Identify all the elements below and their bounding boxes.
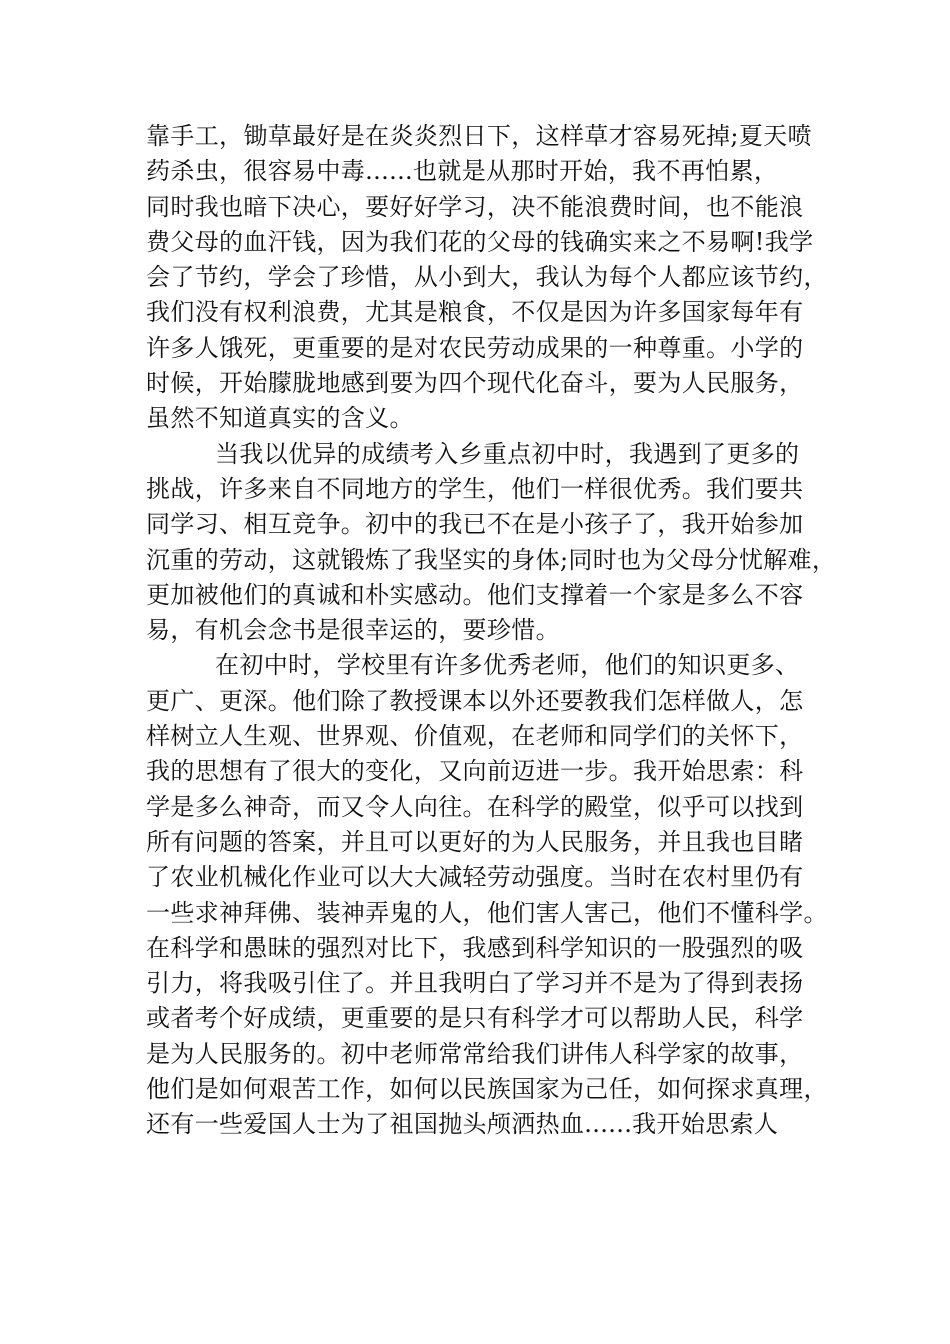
text-line-1: 靠手工，锄草最好是在炎炎烈日下，这样草才容易死掉;夏天喷 [146,122,812,150]
text-line-20: 学是多么神奇，而又令人向往。在科学的殿堂，似乎可以找到 [146,792,804,821]
document-body [146,119,837,1143]
text-line-3: 同时我也暗下决心，要好好学习，决不能浪费时间，也不能浪 [146,192,804,221]
text-line-11: 挑战，许多来自不同地方的学生，他们一样很优秀。我们要共 [146,474,804,503]
text-line-13: 沉重的劳动，这就锻炼了我坚实的身体;同时也为父母分忧解难， [146,545,837,574]
text-line-17: 更广、更深。他们除了教授课本以外还要教我们怎样做人，怎 [146,686,804,715]
paragraph-start-line: 在初中时，学校里有许多优秀老师，他们的知识更多、 [215,651,800,680]
text-line-29: 还有一些爱国人士为了祖国抛头颅洒热血......我开始思索人 [146,1110,779,1139]
text-line-12: 同学习、相互竞争。初中的我已不在是小孩子了，我开始参加 [146,510,804,539]
text-line-15: 易，有机会念书是很幸运的，要珍惜。 [146,616,560,645]
text-line-8: 时候，开始朦胧地感到要为四个现代化奋斗，要为人民服务， [146,369,804,398]
text-line-24: 在科学和愚昧的强烈对比下，我感到科学知识的一股强烈的吸 [146,933,804,962]
text-line-26: 或者考个好成绩，更重要的是只有科学才可以帮助人民，科学 [146,1004,804,1033]
text-line-25: 引力，将我吸引住了。并且我明白了学习并不是为了得到表扬 [146,969,804,998]
text-line-27: 是为人民服务的。初中老师常常给我们讲伟人科学家的故事， [146,1039,804,1068]
text-line-23: 一些求神拜佛、装神弄鬼的人，他们害人害己，他们不懂科学。 [146,898,828,927]
text-line-19: 我的思想有了很大的变化，又向前迈进一步。我开始思索：科 [146,757,804,786]
text-line-7: 许多人饿死，更重要的是对农民劳动成果的一种尊重。小学的 [146,333,804,362]
text-line-18: 样树立人生观、世界观、价值观，在老师和同学们的关怀下， [146,722,804,751]
text-line-4: 费父母的血汗钱，因为我们花的父母的钱确实来之不易啊!我学 [146,227,814,256]
text-line-5: 会了节约，学会了珍惜，从小到大，我认为每个人都应该节约， [146,263,828,292]
text-line-2: 药杀虫，很容易中毒......也就是从那时开始，我不再怕累， [146,157,779,186]
text-line-6: 我们没有权利浪费，尤其是粮食，不仅是因为许多国家每年有 [146,298,804,327]
text-line-14: 更加被他们的真诚和朴实感动。他们支撑着一个家是多么不容 [146,580,804,609]
paragraph-start-line: 当我以优异的成绩考入乡重点初中时，我遇到了更多的 [215,439,800,468]
text-line-21: 所有问题的答案，并且可以更好的为人民服务，并且我也目睹 [146,827,804,856]
text-line-28: 他们是如何艰苦工作，如何以民族国家为己任，如何探求真理， [146,1075,828,1104]
text-line-22: 了农业机械化作业可以大大减轻劳动强度。当时在农村里仍有 [146,863,804,892]
text-line-9: 虽然不知道真实的含义。 [146,404,414,433]
